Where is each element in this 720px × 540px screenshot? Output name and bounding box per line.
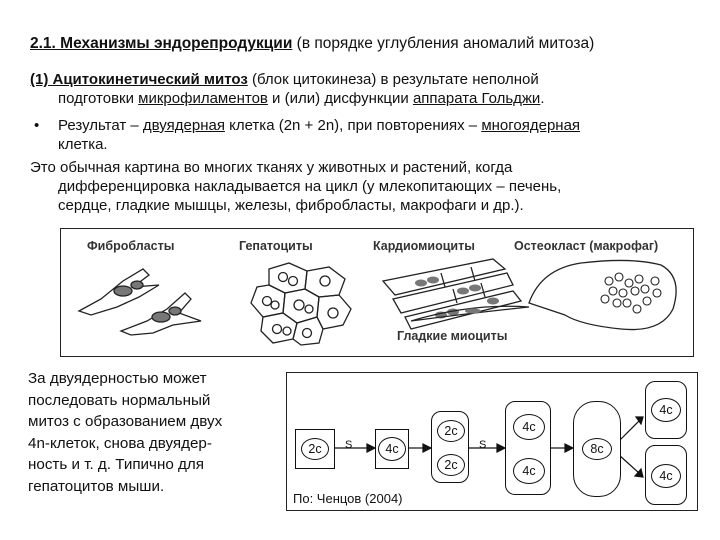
para2-line-3: сердце, гладкие мышцы, железы, фибробласты, макрофаги и др.). — [58, 197, 524, 214]
cell-2c — [295, 429, 335, 469]
bullet-text-3: клетка. — [58, 136, 108, 153]
nucleus-4c: 4c — [378, 437, 406, 461]
explanation-line-5: ность и т. д. Типично для — [28, 456, 204, 473]
paragraph-acytokinetic — [30, 70, 710, 108]
para1-text-1: (блок цитокинеза) в результате неполной — [247, 71, 539, 88]
daughter-cell-4c-bottom — [645, 445, 687, 505]
bullet-text-2: клетка (2n + 2n), при повторениях – — [224, 117, 482, 134]
term-golgi: аппарата Гольджи — [412, 90, 541, 107]
nucleus-2c-bottom: 2c — [437, 454, 465, 476]
term-multinucleate: многоядерная — [481, 117, 581, 134]
cell-types-figure — [60, 228, 694, 357]
cell-4c — [375, 429, 409, 469]
term-microfilaments: микрофиламентов — [138, 90, 268, 107]
smooth-myocytes — [411, 306, 529, 321]
para2-line-1: Это обычная картина во многих тканях у животных и растений, когда — [30, 159, 513, 176]
bullet-dot: • — [34, 117, 40, 134]
label-smooth-myocytes: Гладкие миоциты — [397, 329, 508, 343]
s-phase-label-2: S — [479, 439, 487, 451]
binuclearity-explanation — [28, 368, 266, 497]
s-phase-label-1: S — [345, 439, 353, 451]
term-binucleate: двуядерная — [142, 117, 225, 134]
binucleate-cell-2c2c — [431, 411, 469, 483]
nucleus-4c-top: 4c — [513, 414, 545, 440]
nucleus-4c-daughter-top: 4c — [651, 398, 681, 422]
para1-text-2: подготовки — [58, 90, 139, 107]
explanation-line-6: гепатоцитов мыши. — [28, 477, 165, 495]
bullet-result — [30, 116, 710, 154]
endoreproduction-scheme — [286, 372, 698, 511]
nucleus-4c-daughter-bottom: 4c — [651, 464, 681, 488]
label-hepatocytes: Гепатоциты — [239, 239, 313, 253]
cells-illustration — [61, 229, 693, 356]
daughter-cell-4c-top — [645, 381, 687, 439]
section-title-bold: 2.1. Механизмы эндорепродукции — [30, 35, 293, 52]
bullet-text-1: Результат – — [58, 117, 143, 134]
nucleus-2c-top: 2c — [437, 420, 465, 442]
nucleus-8c: 8c — [582, 438, 612, 460]
explanation-line-3: митоз с образованием двух — [28, 413, 223, 430]
explanation-line-1: За двуядерностью может — [28, 370, 207, 387]
explanation-line-4: 4n-клеток, снова двуядер- — [28, 434, 212, 452]
section-title-rest: (в порядке углубления аномалий митоза) — [292, 35, 595, 52]
binucleate-cell-4c4c — [505, 401, 551, 495]
explanation-line-2: последовать нормальный — [28, 391, 211, 409]
para1-text-3: и (или) дисфункции — [267, 90, 413, 107]
cardiomyocyte-fibers — [383, 259, 521, 329]
osteoclast-nuclei — [601, 273, 661, 313]
label-osteoclast: Остеокласт (макрофаг) — [514, 239, 659, 253]
nucleus-2c: 2c — [301, 438, 329, 460]
label-fibroblasts: Фибробласты — [87, 239, 175, 253]
term-acytokinetic-mitosis: (1) Ацитокинетический митоз — [30, 71, 248, 88]
mitotic-cell-8c — [573, 401, 621, 497]
para2-line-2: дифференцировка накладывается на цикл (у млекопитающих – печень, — [58, 178, 562, 195]
source-citation: По: Ченцов (2004) — [293, 491, 403, 506]
para1-text-4: . — [540, 90, 545, 107]
nucleus-4c-bottom: 4c — [513, 458, 545, 484]
label-cardiomyocytes: Кардиомиоциты — [373, 239, 475, 253]
paragraph-common-picture — [30, 158, 710, 215]
section-title — [30, 34, 710, 54]
